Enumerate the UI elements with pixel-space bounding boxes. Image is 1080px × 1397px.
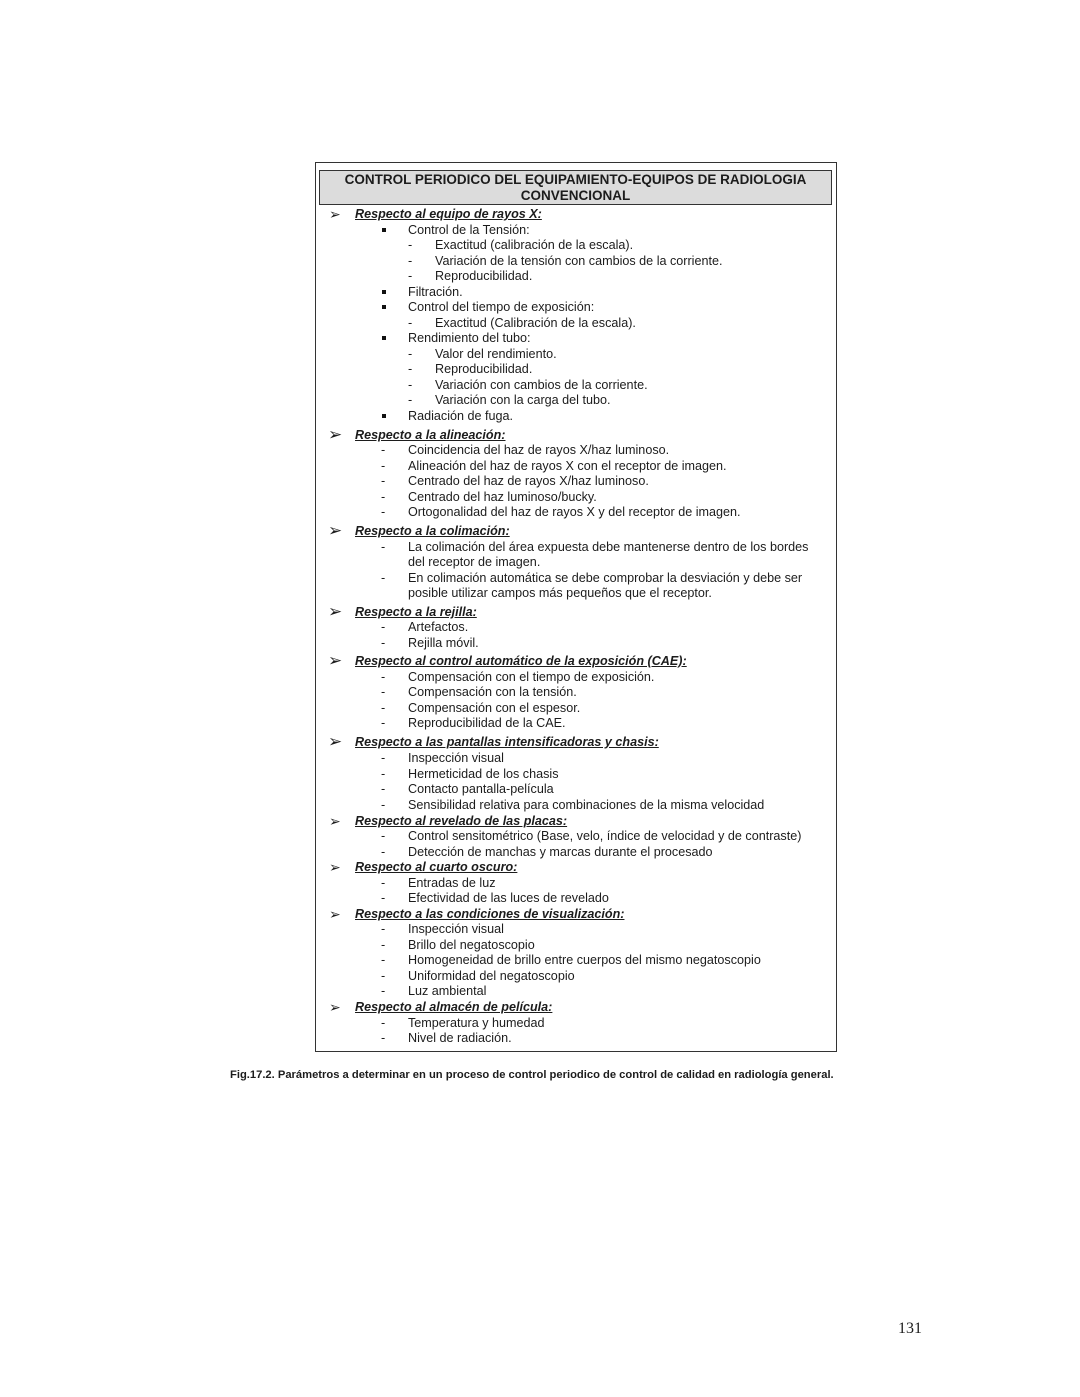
list-item: Alineación del haz de rayos X con el receptor de imagen. (408, 459, 727, 473)
list-item: Hermeticidad de los chasis (408, 767, 559, 781)
list-item: Contacto pantalla-película (408, 782, 554, 796)
dash-bullet: - (381, 459, 386, 473)
section-heading: Respecto al almacén de película: (355, 1000, 553, 1014)
dash-bullet: - (381, 670, 386, 684)
dash-bullet: - (381, 443, 386, 457)
list-item: Reproducibilidad de la CAE. (408, 716, 566, 730)
list-item: Filtración. (408, 285, 463, 299)
page-number: 131 (898, 1320, 922, 1337)
section-heading: Respecto al cuarto oscuro: (355, 860, 518, 874)
dash-bullet: - (381, 891, 386, 905)
square-bullet-icon (382, 228, 386, 232)
arrow-bullet-icon: ➢ (328, 732, 343, 751)
list-item: Compensación con la tensión. (408, 685, 577, 699)
figure-title-line1: CONTROL PERIODICO DEL EQUIPAMIENTO-EQUIPOS DE RADIOLOGIA (344, 171, 807, 187)
dash-bullet: - (381, 620, 386, 634)
list-item: Control del tiempo de exposición: (408, 300, 595, 314)
dash-bullet: - (408, 254, 413, 268)
dash-bullet: - (381, 685, 386, 699)
arrow-bullet-icon: ➢ (328, 425, 343, 444)
square-bullet-icon (382, 305, 386, 309)
arrow-bullet-icon: ➢ (328, 602, 343, 621)
list-subitem: Reproducibilidad. (435, 362, 533, 376)
list-item: Uniformidad del negatoscopio (408, 969, 575, 983)
dash-bullet: - (381, 845, 386, 859)
list-item: Compensación con el espesor. (408, 701, 581, 715)
dash-bullet: - (381, 474, 386, 488)
square-bullet-icon (382, 290, 386, 294)
list-item: Entradas de luz (408, 876, 496, 890)
list-item: En colimación automática se debe comprobar la desviación y debe ser (408, 571, 803, 585)
list-item: Inspección visual (408, 751, 504, 765)
dash-bullet: - (381, 829, 386, 843)
arrow-bullet-icon: ➢ (328, 651, 343, 670)
arrow-bullet-icon: ➢ (329, 906, 341, 922)
dash-bullet: - (381, 922, 386, 936)
arrow-bullet-icon: ➢ (329, 999, 341, 1015)
dash-bullet: - (381, 636, 386, 650)
square-bullet-icon (382, 414, 386, 418)
dash-bullet: - (408, 393, 413, 407)
list-subitem: Reproducibilidad. (435, 269, 533, 283)
arrow-bullet-icon: ➢ (329, 813, 341, 829)
list-item: Homogeneidad de brillo entre cuerpos del mismo negatoscopio (408, 953, 761, 967)
list-item: Compensación con el tiempo de exposición. (408, 670, 655, 684)
dash-bullet: - (381, 716, 386, 730)
square-bullet-icon (382, 336, 386, 340)
dash-bullet: - (381, 1031, 386, 1045)
list-item: Sensibilidad relativa para combinaciones de la misma velocidad (408, 798, 765, 812)
list-item: Inspección visual (408, 922, 504, 936)
list-item: Control sensitométrico (Base, velo, índice de velocidad y de contraste) (408, 829, 802, 843)
list-item: Detección de manchas y marcas durante el procesado (408, 845, 713, 859)
dash-bullet: - (381, 751, 386, 765)
list-item: Luz ambiental (408, 984, 487, 998)
dash-bullet: - (408, 316, 413, 330)
figure-caption: Fig.17.2. Parámetros a determinar en un proceso de control periodico de control de calidad en radiología general. (230, 1069, 834, 1081)
list-item: Artefactos. (408, 620, 469, 634)
list-item: Rendimiento del tubo: (408, 331, 531, 345)
list-item: Centrado del haz de rayos X/haz luminoso. (408, 474, 649, 488)
list-item: Rejilla móvil. (408, 636, 479, 650)
list-item: Radiación de fuga. (408, 409, 514, 423)
section-heading: Respecto a las pantallas intensificadoras y chasis: (355, 735, 659, 749)
dash-bullet: - (381, 798, 386, 812)
list-item: Centrado del haz luminoso/bucky. (408, 490, 597, 504)
dash-bullet: - (381, 953, 386, 967)
list-subitem: Exactitud (Calibración de la escala). (435, 316, 636, 330)
figure-table (315, 162, 837, 1052)
section-heading: Respecto al equipo de rayos X: (355, 207, 542, 221)
list-item-continuation: posible utilizar campos más pequeños que el receptor. (408, 586, 712, 600)
dash-bullet: - (381, 540, 386, 554)
dash-bullet: - (381, 1016, 386, 1030)
dash-bullet: - (408, 378, 413, 392)
list-subitem: Exactitud (calibración de la escala). (435, 238, 634, 252)
dash-bullet: - (381, 571, 386, 585)
arrow-bullet-icon: ➢ (329, 206, 341, 222)
list-item: Nivel de radiación. (408, 1031, 512, 1045)
dash-bullet: - (381, 876, 386, 890)
dash-bullet: - (381, 938, 386, 952)
list-item: Control de la Tensión: (408, 223, 530, 237)
section-heading: Respecto a la colimación: (355, 524, 510, 538)
section-heading: Respecto al control automático de la exposición (CAE): (355, 654, 687, 668)
dash-bullet: - (381, 701, 386, 715)
section-heading: Respecto a la rejilla: (355, 605, 477, 619)
section-heading: Respecto a la alineación: (355, 428, 506, 442)
dash-bullet: - (381, 984, 386, 998)
dash-bullet: - (381, 782, 386, 796)
section-heading: Respecto al revelado de las placas: (355, 814, 568, 828)
list-item: Coincidencia del haz de rayos X/haz luminoso. (408, 443, 670, 457)
list-item: Efectividad de las luces de revelado (408, 891, 609, 905)
list-item: Brillo del negatoscopio (408, 938, 535, 952)
dash-bullet: - (408, 362, 413, 376)
list-subitem: Valor del rendimiento. (435, 347, 557, 361)
section-heading: Respecto a las condiciones de visualización: (355, 907, 625, 921)
list-item: La colimación del área expuesta debe mantenerse dentro de los bordes (408, 540, 809, 554)
list-subitem: Variación de la tensión con cambios de la corriente. (435, 254, 723, 268)
list-item: Ortogonalidad del haz de rayos X y del receptor de imagen. (408, 505, 741, 519)
dash-bullet: - (408, 238, 413, 252)
list-subitem: Variación con cambios de la corriente. (435, 378, 648, 392)
dash-bullet: - (381, 505, 386, 519)
dash-bullet: - (408, 347, 413, 361)
figure-title (319, 170, 832, 205)
dash-bullet: - (381, 767, 386, 781)
figure-title-line2: CONVENCIONAL (520, 187, 631, 203)
arrow-bullet-icon: ➢ (328, 521, 343, 540)
dash-bullet: - (408, 269, 413, 283)
dash-bullet: - (381, 490, 386, 504)
arrow-bullet-icon: ➢ (329, 859, 341, 875)
list-item-continuation: del receptor de imagen. (408, 555, 541, 569)
list-subitem: Variación con la carga del tubo. (435, 393, 611, 407)
list-item: Temperatura y humedad (408, 1016, 545, 1030)
dash-bullet: - (381, 969, 386, 983)
